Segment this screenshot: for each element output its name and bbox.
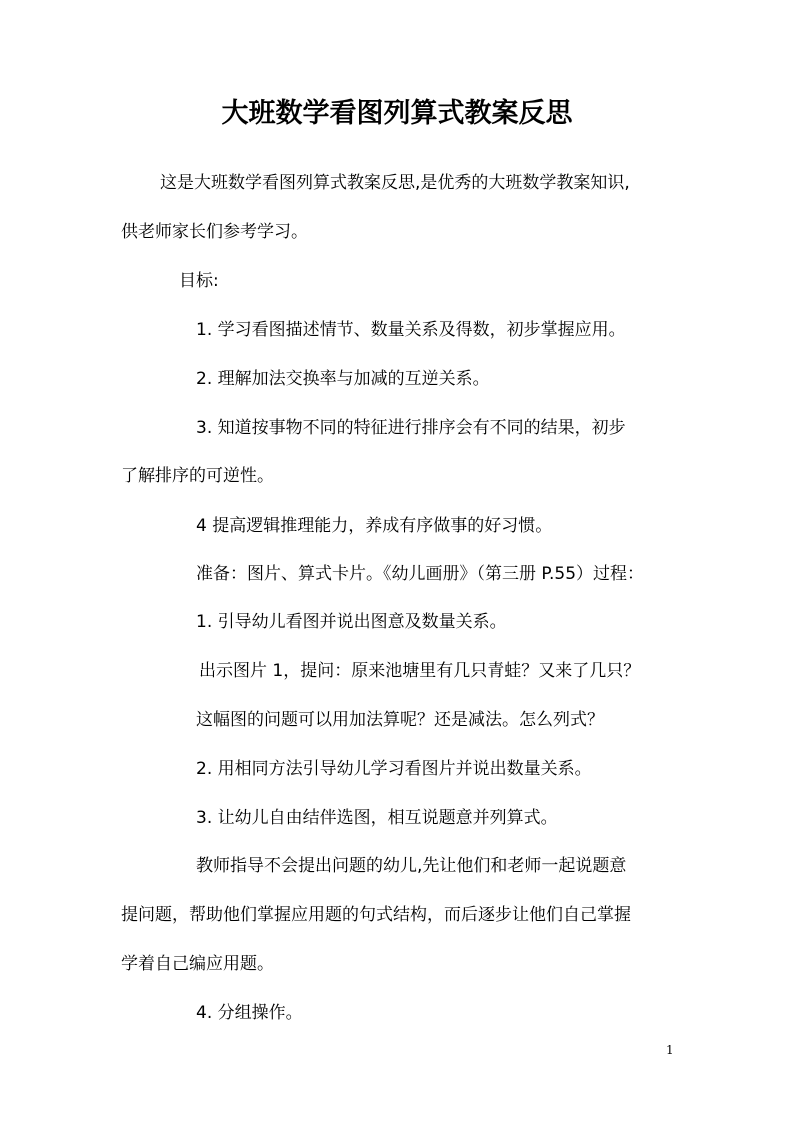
- page-number: 1: [666, 1043, 674, 1057]
- process-step-2: 2. 用相同方法引导幼儿学习看图片并说出数量关系。: [196, 759, 592, 779]
- process-step-1: 1. 引导幼儿看图并说出图意及数量关系。: [196, 612, 507, 632]
- goal-item-3-line-1: 3. 知道按事物不同的特征进行排序会有不同的结果，初步: [196, 418, 626, 438]
- goal-item-2: 2. 理解加法交换率与加减的互逆关系。: [196, 369, 490, 389]
- paragraph-line-intro-2: 供老师家长们参考学习。: [121, 222, 308, 242]
- document-title: 大班数学看图列算式教案反思: [221, 98, 573, 129]
- process-step-1-question-1: 出示图片 1，提问：原来池塘里有几只青蛙？又来了几只？: [199, 661, 641, 681]
- process-step-1-question-2: 这幅图的问题可以用加法算呢？还是减法。怎么列式？: [196, 710, 604, 730]
- goal-item-4: 4 提高逻辑推理能力，养成有序做事的好习惯。: [196, 516, 553, 536]
- teacher-guidance-line-1: 教师指导不会提出问题的幼儿,先让他们和老师一起说题意: [196, 856, 627, 876]
- section-heading-goals: 目标:: [179, 271, 219, 291]
- goal-item-1: 1. 学习看图描述情节、数量关系及得数，初步掌握应用。: [196, 320, 626, 340]
- teacher-guidance-line-2: 提问题，帮助他们掌握应用题的句式结构，而后逐步让他们自己掌握: [121, 905, 631, 925]
- preparation-process-line: 准备：图片、算式卡片。《幼儿画册》（第三册 P.55）过程：: [196, 564, 645, 584]
- process-step-4: 4. 分组操作。: [196, 1003, 303, 1023]
- teacher-guidance-line-3: 学着自己编应用题。: [121, 954, 274, 974]
- process-step-3: 3. 让幼儿自由结伴选图，相互说题意并列算式。: [196, 808, 558, 828]
- goal-item-3-line-2: 了解排序的可逆性。: [121, 466, 274, 486]
- paragraph-line-intro-1: 这是大班数学看图列算式教案反思,是优秀的大班数学教案知识,: [160, 173, 630, 193]
